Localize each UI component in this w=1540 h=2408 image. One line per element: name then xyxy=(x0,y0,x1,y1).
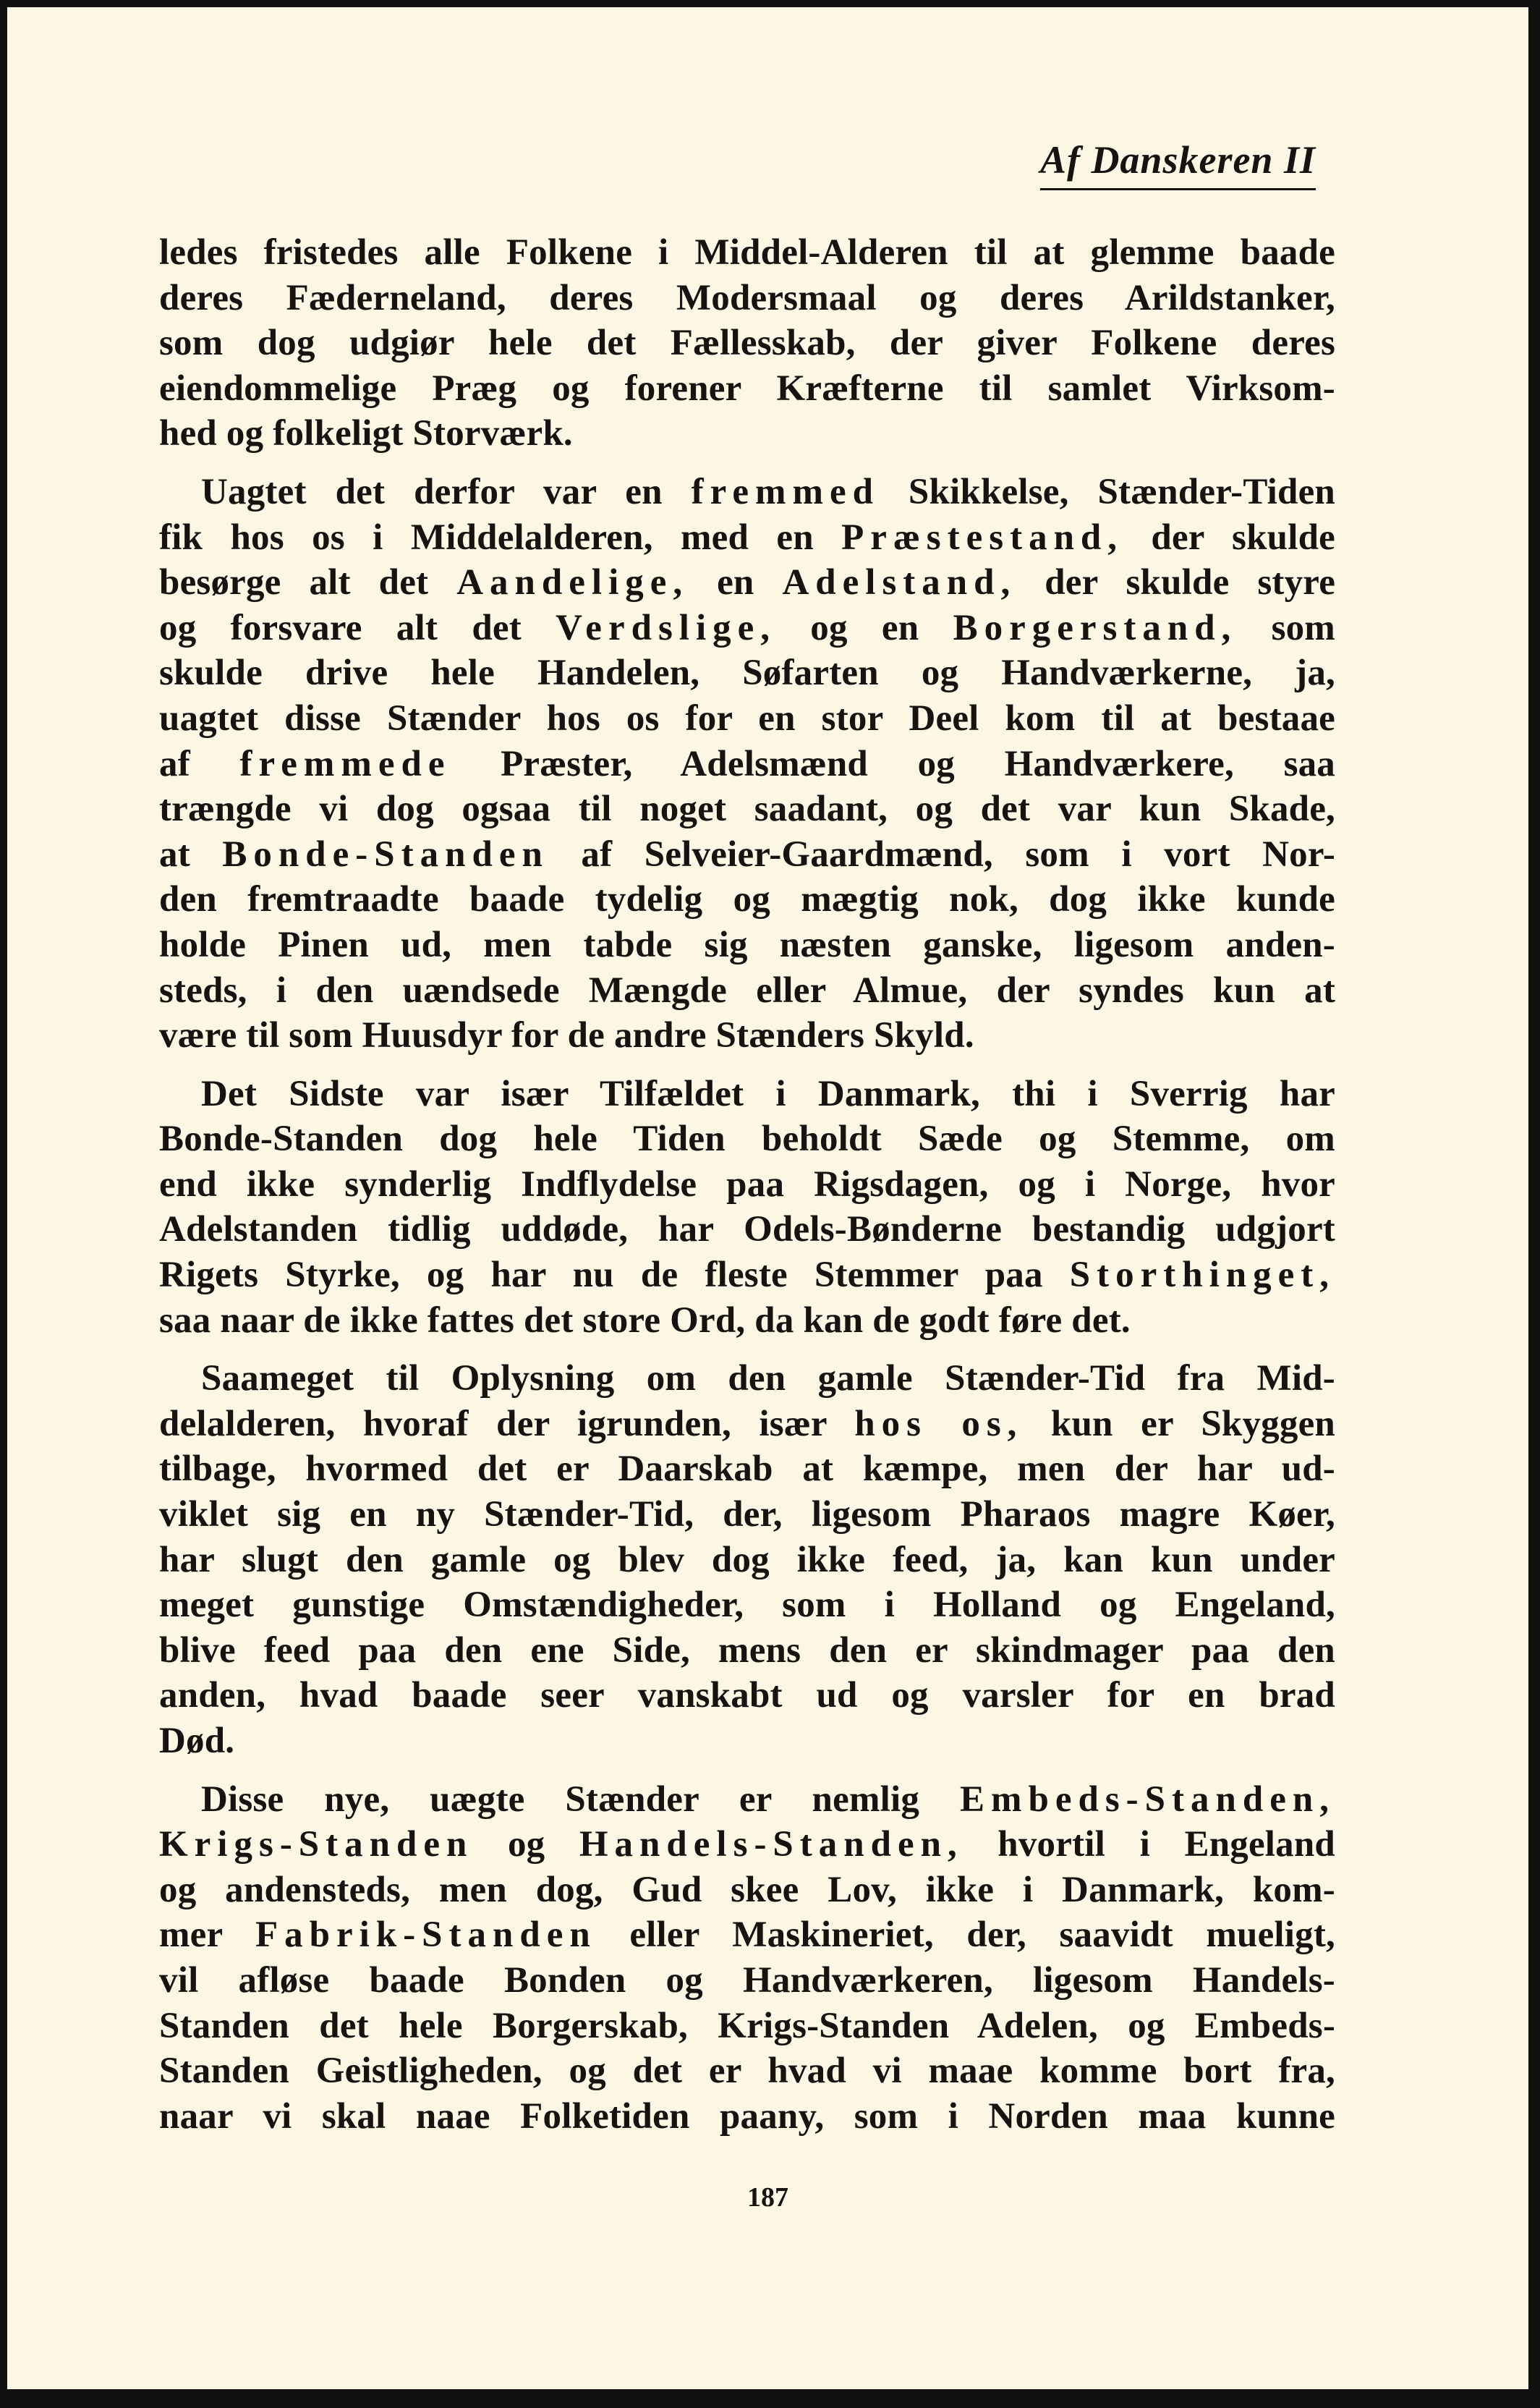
text-line: som dog udgiør hele det Fællesskab, der giver Folkene deres xyxy=(159,323,1335,364)
text-line: meget gunstige Omstændigheder, som i Holland og Engeland, xyxy=(159,1585,1335,1626)
text-line: deres Fæderneland, deres Modersmaal og deres Arildstanker, xyxy=(159,277,1335,318)
text-line: fik hos os i Middelalderen, med en Præstestand, der skulde xyxy=(159,517,1335,558)
spaced-emphasis: Aandelige, xyxy=(456,562,689,603)
text-line: og forsvare alt det Verdslige, og en Borgerstand, som xyxy=(159,607,1335,648)
text-line: besørge alt det Aandelige, en Adelstand, der skulde styre xyxy=(159,562,1336,603)
text-line: og andensteds, men dog, Gud skee Lov, ikke i Danmark, kom- xyxy=(159,1869,1335,1910)
text-line: blive feed paa den ene Side, mens den er skindmager paa den xyxy=(159,1629,1335,1671)
paragraph-2 xyxy=(159,470,1335,1059)
text-line: saa naar de ikke fattes det store Ord, da kan de godt føre det. xyxy=(159,1300,1131,1341)
text-line: viklet sig en ny Stænder-Tid, der, ligesom Pharaos magre Køer, xyxy=(159,1494,1335,1535)
spaced-emphasis: Krigs-Standen xyxy=(159,1824,474,1865)
text-line: at Bonde-Standen af Selveier-Gaardmænd, som i vort Nor- xyxy=(159,834,1335,875)
text-line: Standen Geistligheden, og det er hvad vi maae komme bort fra, xyxy=(159,2051,1335,2092)
text-line: holde Pinen ud, men tabde sig næsten ganske, ligesom anden- xyxy=(159,924,1335,965)
paragraph-4 xyxy=(159,1356,1335,1763)
text-line: Bonde-Standen dog hele Tiden beholdt Sæde og Stemme, om xyxy=(159,1119,1335,1160)
page-number: 187 xyxy=(747,2182,788,2213)
text-line: ledes fristedes alle Folkene i Middel-Alderen til at glemme baade xyxy=(159,232,1335,273)
paragraph-3 xyxy=(159,1072,1335,1344)
text-line: eiendommelige Præg og forener Kræfterne til samlet Virksom- xyxy=(159,368,1335,409)
text-line: af fremmede Præster, Adelsmænd og Handværkere, saa xyxy=(159,743,1336,784)
text-line: delalderen, hvoraf der igrunden, især hos os, kun er Skyggen xyxy=(159,1403,1335,1444)
text-line: den fremtraadte baade tydelig og mægtig nok, dog ikke kunde xyxy=(159,879,1335,920)
text-line: Krigs-Standen og Handels-Standen, hvortil i Engeland xyxy=(159,1824,1335,1865)
text-line: anden, hvad baade seer vanskabt ud og varsler for en brad xyxy=(159,1675,1335,1716)
text-line: trængde vi dog ogsaa til noget saadant, og det var kun Skade, xyxy=(159,789,1335,830)
text-line: være til som Huusdyr for de andre Stænders Skyld. xyxy=(159,1015,974,1056)
spaced-emphasis: Adelstand, xyxy=(782,562,1017,603)
text-line: Det Sidste var især Tilfældet i Danmark, thi i Sverrig har xyxy=(201,1073,1335,1114)
spaced-emphasis: hos os, xyxy=(854,1403,1024,1444)
text-line: hed og folkeligt Storværk. xyxy=(159,413,573,454)
spaced-emphasis: fremmed xyxy=(691,471,880,512)
text-line: har slugt den gamle og blev dog ikke feed, ja, kan kun under xyxy=(159,1539,1335,1580)
spaced-emphasis: Præstestand, xyxy=(841,517,1124,558)
spaced-emphasis: Storthinget, xyxy=(1069,1255,1335,1296)
spaced-emphasis: Bonde-Standen xyxy=(222,834,549,875)
running-head: Af Danskeren II xyxy=(1040,140,1316,190)
text-line: Rigets Styrke, og har nu de fleste Stemmer paa Storthinget, xyxy=(159,1255,1335,1296)
body-text xyxy=(159,230,1335,2152)
text-line: Standen det hele Borgerskab, Krigs-Standen Adelen, og Embeds- xyxy=(159,2005,1335,2046)
text-line: Uagtet det derfor var en fremmed Skikkelse, Stænder-Tiden xyxy=(201,471,1335,512)
text-line: skulde drive hele Handelen, Søfarten og Handværkerne, ja, xyxy=(159,653,1335,694)
spaced-emphasis: Handels-Standen, xyxy=(579,1824,963,1865)
paragraph-1 xyxy=(159,230,1335,457)
text-line: uagtet disse Stænder hos os for en stor Deel kom til at bestaae xyxy=(159,698,1335,739)
text-line: Disse nye, uægte Stænder er nemlig Embeds-Standen, xyxy=(201,1779,1335,1820)
text-line: mer Fabrik-Standen eller Maskineriet, der, saavidt mueligt, xyxy=(159,1915,1335,1956)
text-line: vil afløse baade Bonden og Handværkeren, ligesom Handels- xyxy=(159,1959,1335,2001)
spaced-emphasis: fremmede xyxy=(239,743,451,784)
text-line: Død. xyxy=(159,1721,235,1761)
text-line: Adelstanden tidlig uddøde, har Odels-Bønderne bestandig udgjort xyxy=(159,1209,1335,1250)
spaced-emphasis: Borgerstand, xyxy=(953,607,1238,648)
text-line: Saameget til Oplysning om den gamle Stænder-Tid fra Mid- xyxy=(201,1358,1335,1399)
paragraph-5 xyxy=(159,1777,1335,2140)
text-line: naar vi skal naae Folketiden paany, som i Norden maa kunne xyxy=(159,2095,1335,2137)
text-line: end ikke synderlig Indflydelse paa Rigsdagen, og i Norge, hvor xyxy=(159,1163,1335,1205)
spaced-emphasis: Fabrik-Standen xyxy=(255,1915,597,1956)
spaced-emphasis: Verdslige, xyxy=(556,607,777,648)
text-line: steds, i den uændsede Mængde eller Almue, der syndes kun at xyxy=(159,970,1335,1011)
spaced-emphasis: Embeds-Standen, xyxy=(959,1779,1335,1820)
text-line: tilbage, hvormed det er Daarskab at kæmpe, men der har ud- xyxy=(159,1449,1335,1490)
